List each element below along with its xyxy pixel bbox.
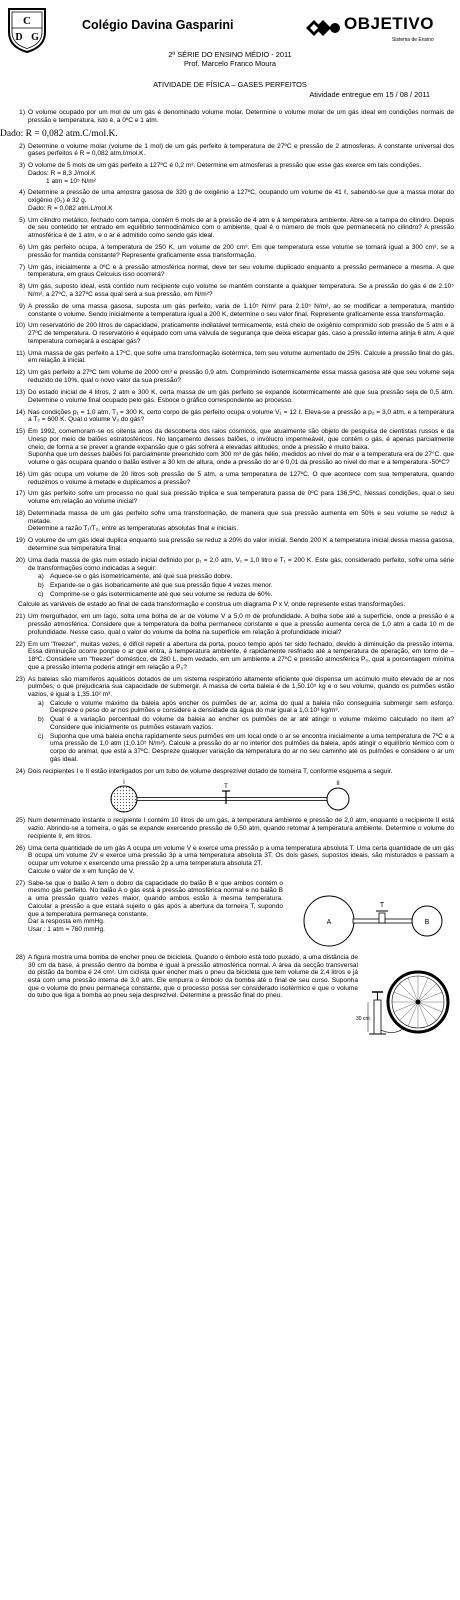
question-item (8, 189, 454, 212)
question-body (28, 510, 454, 533)
question-item (8, 817, 454, 840)
question-text: O volume de um gás ideal duplica enquanto sua pressão se reduz a 20% do valor inicial. Sendo 200 K a temperatura inicial dessa massa gasosa, determine sua temperatura final. (28, 537, 454, 553)
question-body (28, 162, 454, 185)
teacher-line: Prof. Marcelo Franco Moura (183, 59, 276, 68)
wheel-spoke (418, 984, 436, 1002)
question-number: 17) (15, 490, 25, 498)
svg-text:C: C (23, 15, 31, 27)
subitem (38, 716, 454, 731)
question-text: Sabe-se que o balão A tem o dobro da capacidade do balão B e que ambos contém o mesmo gás perfeito. No balão A o gás está à pressão atmosférica normal e no balão B a uma pressão quatro vezes maior, quando ambos estão à mesma temperatura. Calcular a pressão a que estará sujeito o gás após a abertura da torneira T, supondo que a temperatura permaneça constante. (28, 879, 283, 918)
question-item (8, 676, 454, 764)
subitem-label: a) (38, 573, 44, 581)
question-number: 25) (15, 817, 25, 825)
question-item (8, 264, 454, 279)
school-crest-icon (6, 6, 48, 54)
question-body (28, 409, 454, 424)
question-text: Nas condições p₁ = 1,0 atm, T₁ = 300 K, certo corpo de gás perfeito ocupa o volume V₁ = 12 ℓ. Eleva-se a pressão a p₂ = 3,0 atm, e a temperatura a T₂ = 600 K. Qual o volume V₂ do gás? (28, 408, 454, 424)
question-text: Um mergulhador, em um lago, solta uma bolha de ar de volume V a 5,0 m de profundidade. A bolha sobe até a superfície, onde a pressão é a pressão atmosférica. Considere que a temperatura da bolha permanece constante e que a pressão aumenta cerca de 1,0 atm a cada 10 m de profundidade. Nesse caso, qual o valor do volume da bolha na superfície em relação à profundidade inicial? (28, 613, 454, 636)
wheel-spoke (400, 1002, 418, 1020)
question-body (28, 817, 454, 840)
bicycle-pump-diagram (354, 966, 454, 1038)
question-text: Em 1992, comemoram-se os oitenta anos da descoberta dos raios cósmicos, que atualmente são objeto de pesquisa de cientistas russos e da Unesp por meio de balões estratosféricos. No lançamento desses balões, o invólucro impermeável, que contém o gás, é apenas parcialmente cheio, de forma a se prever a grande expansão que o gás sofrerá a elevadas altitudes, onde a pressão é muito baixa. (28, 428, 454, 451)
question-text: Um gás perfeito sofre um processo no qual sua pressão triplica e sua temperatura passa de 0ºC para 136,5ºC, Nessas condições, qual o seu volume em relação ao volume inicial? (28, 490, 454, 506)
question-number: 23) (15, 675, 25, 683)
question-number: 24) (15, 767, 25, 775)
question-extra-line: Suponha que um desses balões foi parcialmente preenchido com 300 m³ de gás hélio, medidos ao nível do mar e a temperatura era de 27°C. que volume o gás ocupara quando o balão estiver a 30 km de altura, onde a pressão do ar é 0,01 da pressão ao nível do mar e a temperatura -50ºC? (28, 451, 454, 466)
question-number: 18) (15, 510, 25, 518)
question-text: Determine a pressão de uma amostra gasosa de 320 g de oxigênio a 127ºC, ocupando um volume de 41 ℓ, sabendo-se que a massa molar do oxigênio (0₂) é 32 g. (28, 189, 454, 205)
question-text: Um gás, inicialmente a 0ºC e à pressão atmosférica normal, deve ter seu volume duplicado enquanto a pressão permanece a mesma. A que temperatura, em graus Celcuius isso ocorrerá? (28, 263, 454, 279)
question-text: Dois recipientes I e II estão interligados por um tubo de volume desprezível dotado de torneira T, conforme esquema a seguir. (28, 767, 393, 775)
subitem-label: c) (38, 732, 44, 740)
school-name: Colégio Davina Gasparini (82, 18, 234, 32)
question-extra-line: Usar : 1 atm = 760 mmHg. (28, 925, 105, 933)
question-number: 8) (19, 283, 25, 291)
question-body (28, 428, 454, 467)
question-body (28, 641, 454, 672)
balloons-diagram (296, 890, 446, 948)
question-item (8, 303, 454, 318)
question-body (28, 189, 454, 212)
question-item (8, 641, 454, 672)
question-number: 14) (15, 408, 25, 416)
question-body (28, 954, 358, 1000)
grade-line: 2ª SÉRIE DO ENSINO MÉDIO - 2011 (168, 50, 292, 59)
question-item (8, 428, 454, 467)
objetivo-logo (306, 12, 456, 48)
logo-subtitle: Sistema de Ensino (392, 37, 434, 43)
diagram-label: T (224, 784, 228, 791)
question-body (28, 369, 454, 384)
question-item (8, 283, 454, 298)
diagram-label: T (379, 901, 385, 909)
question-body (28, 613, 454, 636)
question-text: Num determinado instante o recipiente I contém 10 litros de um gás, à temperatura ambiente e pressão de 2,0 atm, enquanto o recipiente II está vazio. Abrindo-se a torneira, o gás se expande exercendo pressão de 0,50 atm, quando retomar à temperatura ambiente. Determine o volume do recipiente II, em litros. (28, 817, 454, 840)
question-body (28, 322, 454, 345)
question-body (28, 490, 454, 505)
question-extra-line: Dados: R = 8,3 J/mol.K (28, 169, 96, 177)
question-item (8, 537, 454, 552)
question-item (8, 768, 454, 814)
subitem-list (38, 573, 454, 598)
question-extra-line: 1 atm = 10⁵ N/m² (46, 177, 96, 185)
question-number: 21) (15, 613, 25, 621)
question-extra-line: Dado: R = 0,082 atm.L/mol.K (28, 204, 113, 212)
question-number: 7) (19, 263, 25, 271)
question-body (28, 264, 454, 279)
subitem-list (38, 700, 454, 764)
question-text: Um gás perfeito ocupa, à temperatura de 250 K, um volume de 200 cm³. Em que temperatura esse volume se tornará igual a 300 cm³, se a pressão for mantida constante? Represente graficamente essa transformação. (28, 244, 454, 259)
question-text: Um gás ocupa um volume de 20 litros sob pressão de 5 atm, a uma temperatura de 127ºC. O que acontece com sua temperatura, quando reduzimos o volume à metade e duplicamos a pressão? (28, 470, 454, 486)
subitem-text: Calcule o volume máximo da baleia após encher os pulmões de ar, acima do qual a baleia não conseguiria submergir sem esforço. Despreze o peso do ar nos pulmões e considere a densidade da água do mar igual a 1,0.10³ kg/m³. (50, 699, 454, 715)
question-number: 3) (19, 162, 25, 170)
question-item (8, 510, 454, 533)
question-text: Determinada massa de um gás perfeito sofre uma transformação, de maneira que sua pressão aumenta em 50% e seu volume se reduz à metade. (28, 510, 454, 525)
subitem-label: c) (38, 590, 44, 598)
vessel-I (111, 786, 137, 812)
wheel-hub (416, 999, 421, 1004)
objetivo-logo-icon (306, 18, 340, 38)
question-text: Do estado inicial de 4 litros, 2 atm e 300 K, certa massa de um gás perfeito se expande isotermicamente até que sua pressão seja de 0,5 atm. Determine o volume final ocupado pelo gás. Esboce o gráfico correspondente ao processo. (28, 388, 454, 404)
question-body (28, 143, 454, 158)
subitem (38, 733, 454, 764)
question-item (8, 109, 454, 124)
subitem-text: Suponha que uma baleia encha rapidamente seus pulmões em um local onde o ar se encontra inicialmente a uma temperatura de 7ºC e a uma pressão de 1,0 atm (1,0.10⁵ N/m²). Calcule a pressão do ar no interior dos pulmões da baleia, após atingir o equilíbrio térmico com o corpo do animal, que está a 37ºC. Despreze qualquer variação da temperatura do ar no seu caminho até os pulmões e considere o ar um gás ideal. (50, 732, 454, 763)
question-text: Um gás perfeito a 27ºC tem volume de 2000 cm³ e pressão 0,9 atm. Comprimindo isotermicamente essa massa gasosa até que seu volume seja reduzido de 10%, qual o novo valor da sua pressão? (28, 369, 454, 385)
question-number: 28) (15, 953, 25, 961)
question-number: 9) (19, 302, 25, 310)
pump-hose (381, 1028, 404, 1033)
question-item (8, 471, 454, 486)
question-text: As baleias são mamíferos aquáticos dotados de um sistema respiratório altamente eficiente que dispensa um acúmulo muito elevado de ar nos pulmões, o que prejudicaria sua capacidade de submergir. A massa de certa baleia é de 1,50.10⁵ kg e o seu volume, quando os pulmões estão vazios, é igual a 1,35.10² m³. (28, 675, 454, 699)
question-text: Uma certa quantidade de um gás A ocupa um volume V e exerce uma pressão p a uma temperatura absoluta T. Uma certa quantidade de um gás B ocupa um volume 2V e exerce uma pressão 3p a uma temperatura absoluta 3T. Os dois gases, supostos ideais, são misturados e passam a ocupar um volume x exercendo uma pressão 2p a uma temperatura absoluta 2T. (28, 844, 454, 868)
question-number: 6) (19, 244, 25, 252)
question-item (8, 143, 454, 158)
activity-title: ATIVIDADE DE FÍSICA – GASES PERFEITOS (153, 80, 307, 89)
question-number: 4) (19, 189, 25, 197)
subitem-label: a) (38, 699, 44, 707)
diagram-label: B (424, 918, 430, 926)
question-number: 13) (15, 388, 25, 396)
due-date: Atividade entregue em 15 / 08 / 2011 (309, 90, 430, 99)
question-item (8, 557, 454, 609)
dimension-label: 30 cm (356, 1015, 370, 1022)
diagram-label: A (326, 918, 332, 926)
svg-text:D: D (15, 32, 23, 43)
question-text: A pressão de uma massa gasosa, suposta um gás perfeito, varia de 1.10⁵ N/m² para 2.10⁵ N/m², ao se modificar a temperatura, mantido constante o volume. Sendo inicialmente a temperatura igual a 200 K, determine o seu valor final. Represente graficamente essa transformação. (28, 302, 454, 318)
diagram-label: II (336, 781, 340, 788)
subitem-text: Comprime-se o gás isotermicamente até que seu volume se reduza de 60%. (50, 590, 273, 598)
question-body (28, 389, 454, 404)
tap-T (379, 913, 385, 923)
question-item (8, 953, 454, 1022)
question-body (28, 283, 454, 298)
question-item (8, 880, 454, 950)
vessel-II (327, 788, 349, 810)
question-item (8, 217, 454, 240)
connecting-tube (137, 798, 327, 801)
question-item (8, 389, 454, 404)
question-number: 20) (15, 556, 25, 564)
question-number: 19) (15, 537, 25, 545)
question-body (28, 471, 454, 486)
question-item (8, 322, 454, 345)
two-vessels-diagram (98, 777, 358, 813)
question-number: 27) (15, 879, 25, 887)
question-number: 11) (16, 349, 25, 357)
question-number: 12) (15, 369, 25, 377)
question-list (0, 109, 454, 1022)
question-body (28, 217, 454, 240)
question-text: Uma massa de gás perfeito a 17ºC, que sofre uma transformação isotérmica, tem seu volume aumentado de 25%. Calcule a pressão final do gás, em relação à inicial. (28, 349, 454, 365)
title-block (0, 50, 460, 68)
question-body (28, 244, 454, 259)
question-number: 26) (15, 844, 25, 852)
question-text: Um cilindro metálico, fechado com tampa, contém 6 mols de ar à pressão de 4 atm e à temperatura ambiente. Abre-se a tampa do cilindro. Depois de seu conteúdo ter entrado em equilíbrio termodinâmico com o ambiente, qual é o número de mols que permanecerá no cilindro? A pressão atmosférica é de 1 atm, e o ar é admitido como sendo gás ideal. (28, 216, 454, 240)
question-item (8, 369, 454, 384)
question-body (18, 556, 454, 609)
subitem (38, 591, 454, 599)
subitem-label: b) (38, 582, 44, 590)
subitem (38, 573, 454, 581)
question-extra-line: Determine a razão T₁/T₂, entre as temperaturas absolutas final e iniciais. (28, 525, 239, 533)
question-body (28, 676, 454, 764)
question-number: 22) (15, 640, 25, 648)
svg-text:G: G (31, 32, 39, 43)
question-body (28, 350, 454, 365)
question-number: 2) (19, 142, 25, 150)
subitem-text: Aquece-se o gás isometricamente, até que sua pressão dobre. (50, 573, 233, 581)
question-text: O volume de 5 mols de um gás perfeito a 127ºC é 0,2 m³. Determine em atmosferas a pressão que esse gás exerce em tais condições. (28, 162, 422, 170)
question-item (8, 162, 454, 185)
wheel-spoke (418, 1002, 436, 1020)
question-body (28, 109, 454, 124)
question-number: 5) (19, 216, 25, 224)
question-body (28, 537, 454, 552)
question-body (28, 768, 454, 776)
question-after-text: Calcule as variáveis de estado ao final de cada transformação e construa um diagrama P x V, onde represente estas transformações. (18, 601, 406, 609)
question-item (8, 845, 454, 876)
logo-name: OBJETIVO (344, 14, 434, 33)
question-item (8, 409, 454, 424)
question-text: Uma dada massa de gás num estado inicial definido por p₁ = 2,0 atm, V₁ = 1,0 litro e T₁ = 200 K. Este gás, considerado perfeito, sofre uma série de transformações como indicadas a seguir: (28, 556, 454, 572)
question-number: 16) (15, 470, 25, 478)
question-item (8, 613, 454, 636)
question-text: Um reservatório de 200 litros de capacidade, praticamente indilatável termicamente, está cheio de oxigênio comprimido sob pressão de 5 atm e à 27ºC de temperatura. O reservatório é equipado com uma válvula de segurança que deixa escapar gás, caso a pressão interna atinja 6 atm. A que temperatura começará a escapar gás? (28, 322, 454, 345)
pump-barrel (374, 1000, 381, 1034)
question-item (8, 350, 454, 365)
question-number: 15) (15, 428, 25, 436)
given-data-line: Dado: R = 0,082 atm.C/mol.K. (0, 128, 118, 139)
subitem (38, 582, 454, 590)
question-number: 10) (15, 322, 25, 330)
question-body (28, 845, 454, 876)
subitem-text: Qual é a variação percentual do volume da baleia ao encher os pulmões de ar até atingir o volume máximo calculado no item a? Considere que inicialmente os pulmões estavam vazios. (50, 716, 454, 731)
subitem-label: b) (38, 716, 44, 724)
subitem (38, 700, 454, 715)
question-body (28, 880, 283, 934)
question-text: O volume ocupado por um mol de um gás é denominado volume molar. Determine o volume molar de um gás ideal em condições normais de pressão e temperatura, isto é, a 0ºC e 1 atm. (28, 109, 454, 124)
question-number: 1) (19, 109, 25, 116)
subitem-text: Expande-se o gás isobaricamente até que sua pressão fique 4 vezes menor. (50, 582, 273, 590)
wheel-spoke (400, 984, 418, 1002)
question-item (8, 490, 454, 505)
diagram-label: I (123, 780, 125, 787)
question-text: A figura mostra uma bomba de encher pneu de bicicleta. Quando o êmbolo está todo puxado, a uma distância de 30 cm da base, a pressão dentro da bomba é igual à pressão atmosférica normal. A área da secção transversal do pistão da bomba é 24 cm². Um ciclista quer encher mais o pneu da bicicleta que tem volume de 2,4 litros e já está com uma pressão interna de 3,0 atm. Ele empurra o êmbolo da bomba até o final de seu curso. Suponha que o volume do pneu permaneça constante, que o processo possa ser considerado isotérmico e que o volume do tubo que liga a bomba ao pneu seja desprezível. Determine a pressão final do pneu. (28, 953, 358, 1000)
question-text: Um gás, suposto ideal, está contido num recipiente cujo volume se mantém constante a qualquer temperatura. Se a pressão do gás é de 2.10⁵ N/m², a 27ºC, a 327ºC essa qual será a sua pressão, em N/m²? (28, 283, 454, 298)
question-extra-line: Dar a resposta em mmHg. (28, 918, 105, 926)
question-item (8, 244, 454, 259)
question-text: Determine o volume molar (volume de 1 mol) de um gás perfeito à temperatura de 27ºC e pressão de 2 atmosferas. A constante universal dos gases perfeitos é R = 0,082 atm.ℓ/mol.K. (28, 142, 454, 158)
question-body (28, 303, 454, 318)
question-text: Em um "freezer", muitas vezes, é difícil repetir a abertura da porta, pouco tempo após ter sido fechado, devido à diminuição da pressão interna. Essa diminuição ocorre porque o ar que entra, à temperatura ambiente, é rapidamente resfriado até a temperatura de operação, em torno de –18ºC. Considere um "freezer" doméstico, de 280 L, bem vedado, em um ambiente a 27ºC e pressão atmosférica P₀, qual a porcentagem mínima que a pressão interna poderia atingir em relação a P₀? (28, 640, 454, 671)
question-extra-line: Calcule o valor de x em função de V. (28, 867, 135, 875)
